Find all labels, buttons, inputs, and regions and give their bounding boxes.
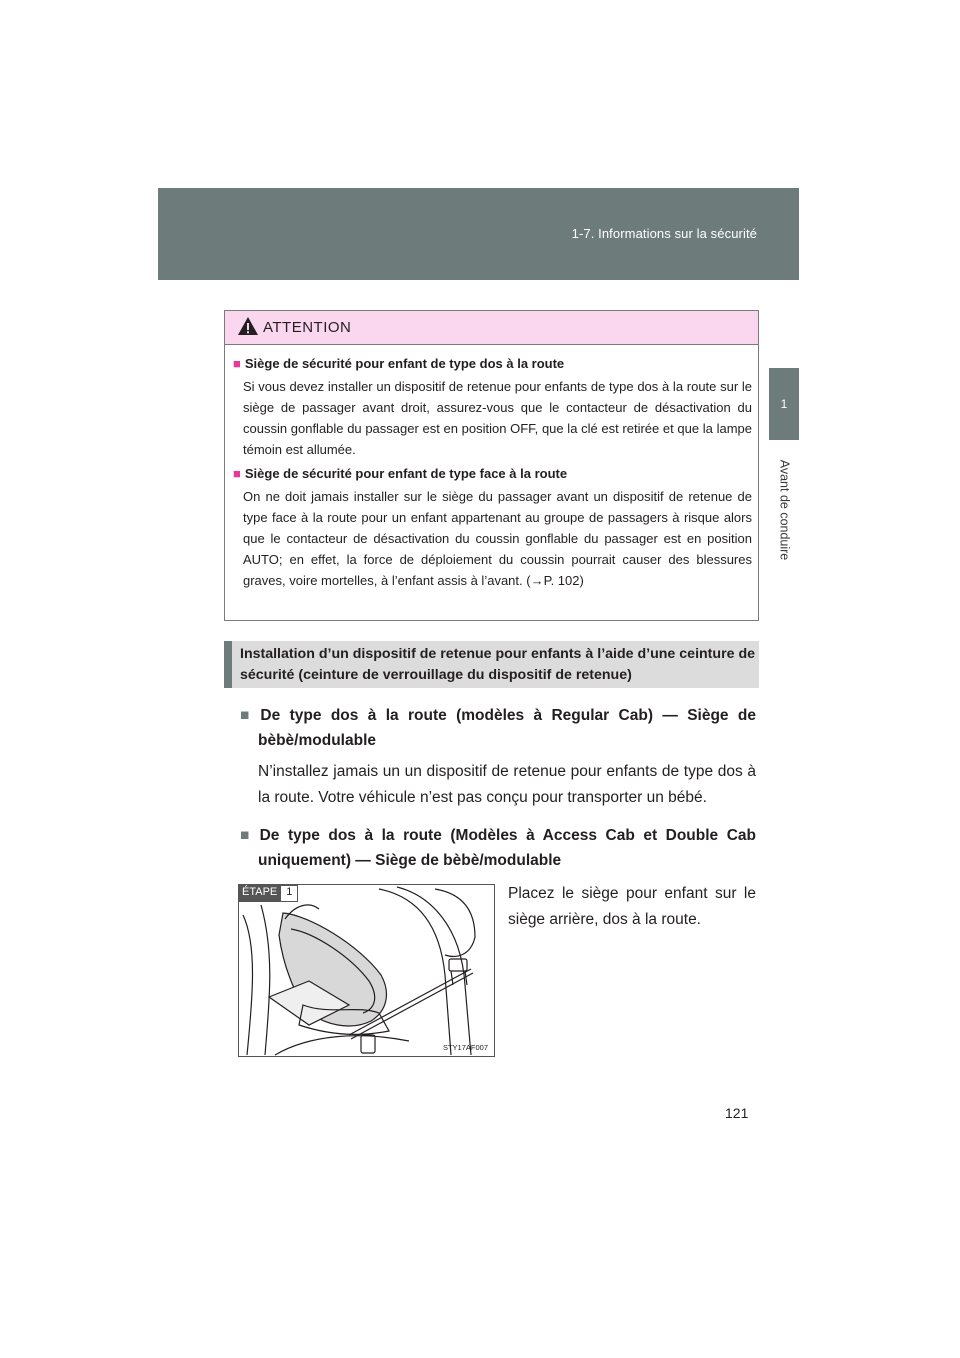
step-instruction: Placez le siège pour enfant sur le siège arrière, dos à la route. — [508, 885, 756, 928]
square-bullet-icon: ■ — [240, 827, 254, 844]
warning-header — [225, 311, 758, 345]
bullet-title — [240, 823, 756, 873]
child-seat-drawing — [239, 885, 495, 1057]
warning-body — [225, 345, 758, 591]
warning-item-text: On ne doit jamais installer sur le siège du passager avant un dispositif de retenue de type face à la route pour un enfant appartenant au groupe de passagers à risque alors que le contacteur de désactivation du coussin gonflable du passager est en position AUTO; en effet, la force de déploiement du coussin pourrait causer des blessures graves, voire mortelles, à l’enfant assis à l’avant. (→P. 102) — [243, 489, 752, 588]
chapter-number: 1 — [780, 397, 788, 411]
step-number: 1 — [280, 885, 298, 902]
bullet-title — [240, 703, 756, 753]
warning-triangle-icon — [237, 315, 259, 337]
warning-item-title — [233, 355, 752, 373]
page-number: 121 — [725, 1105, 749, 1121]
child-seat-illustration — [238, 884, 495, 1057]
warning-item-text: Si vous devez installer un dispositif de retenue pour enfants de type dos à la route sur le siège de passager avant droit, assurez-vous que le contacteur de désactivation du coussin gonflable du passager est en position OFF, que la clé est retirée et que la lampe témoin est allumée. — [243, 379, 752, 457]
bullet-access-double-cab — [240, 823, 756, 873]
section-title: 1-7. Informations sur la sécurité — [571, 226, 757, 241]
square-bullet-icon: ■ — [240, 707, 255, 724]
chapter-side-label — [769, 440, 799, 580]
chapter-header-band — [158, 188, 799, 280]
warning-box — [224, 310, 759, 621]
section-heading: Installation d’un dispositif de retenue pour enfants à l’aide d’une ceinture de sécurité (ceinture de verrouillage du dispositif de retenue) — [224, 641, 759, 688]
bullet-regular-cab — [240, 703, 756, 811]
bullet-title-text: De type dos à la route (modèles à Regular Cab) — Siège de bèbè/modulable — [258, 707, 756, 749]
warning-item-title — [233, 465, 752, 483]
step-badge — [239, 885, 298, 902]
bullet-body-text: N’installez jamais un un dispositif de retenue pour enfants de type dos à la route. Votre véhicule n’est pas conçu pour transporter un bébé. — [258, 763, 756, 806]
chapter-tab — [769, 368, 799, 440]
chapter-label: Avant de conduire — [777, 459, 792, 561]
figure-code: STY17AF007 — [442, 1043, 488, 1052]
warning-item-title-text: Siège de sécurité pour enfant de type dos à la route — [244, 356, 565, 371]
square-bullet-icon: ■ — [233, 356, 241, 371]
warning-item-title-text: Siège de sécurité pour enfant de type face à la route — [244, 466, 568, 481]
bullet-title-text: De type dos à la route (Modèles à Access Cab et Double Cab uniquement) — Siège de bèbè/modulable — [258, 827, 756, 869]
warning-title: ATTENTION — [263, 319, 352, 336]
step-label: ÉTAPE — [239, 885, 280, 902]
square-bullet-icon: ■ — [233, 466, 241, 481]
